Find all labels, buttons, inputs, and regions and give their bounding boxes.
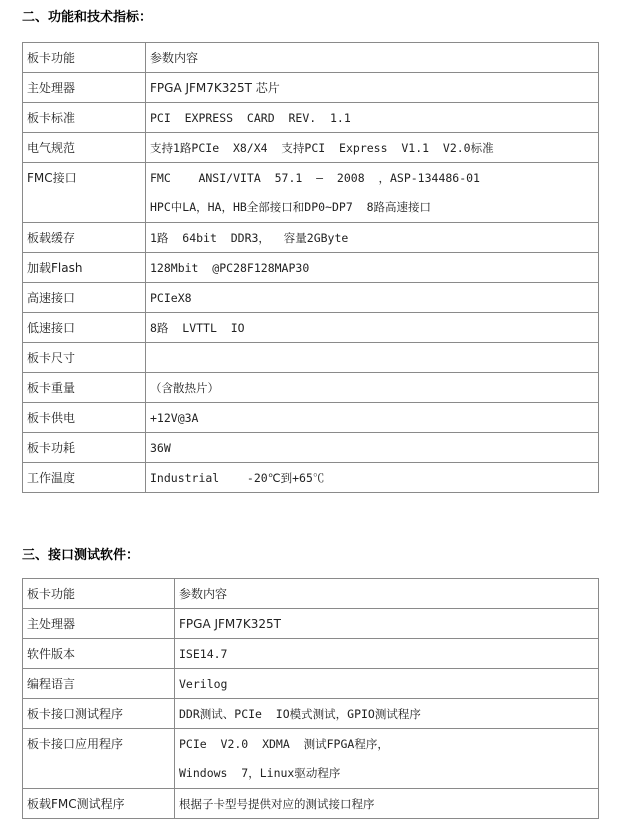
table-row: [23, 789, 599, 819]
row-value-line: +12V@3A: [150, 411, 199, 425]
table-row: [23, 253, 599, 283]
software-table-body: [23, 579, 599, 819]
row-label: 工作温度: [23, 463, 146, 493]
row-label: 主处理器: [23, 609, 175, 639]
row-value-line: 36W: [150, 441, 171, 455]
table-row: [23, 699, 599, 729]
table-row: [23, 133, 599, 163]
table-row: [23, 729, 599, 789]
row-value: [146, 343, 599, 373]
row-value-line: 参数内容: [150, 51, 199, 65]
row-value: [146, 283, 599, 313]
row-value: [146, 73, 599, 103]
table-row: [23, 403, 599, 433]
section-heading-specs: 二、功能和技术指标：: [22, 10, 153, 25]
table-row: [23, 433, 599, 463]
row-value-line: FMC ANSI/VITA 57.1 – 2008 ，ASP-134486-01: [150, 171, 480, 185]
row-value: [146, 253, 599, 283]
row-value-line: Windows 7，Linux驱动程序: [179, 766, 341, 780]
row-label: 板卡功能: [23, 579, 175, 609]
row-value-line: ISE14.7: [179, 647, 228, 661]
row-value-line: 128Mbit @PC28F128MAP30: [150, 261, 310, 275]
row-value-line: HPC中LA，HA，HB全部接口和DP0~DP7 8路高速接口: [150, 200, 432, 214]
table-row: [23, 283, 599, 313]
row-label: 板卡功能: [23, 43, 146, 73]
row-label: 软件版本: [23, 639, 175, 669]
row-value: [146, 163, 599, 223]
row-label: 板载缓存: [23, 223, 146, 253]
row-value-line: FPGA JFM7K325T 芯片: [150, 81, 280, 95]
row-value: [175, 729, 599, 789]
row-label: 主处理器: [23, 73, 146, 103]
row-label: 板卡接口应用程序: [23, 729, 175, 789]
table-row: [23, 163, 599, 223]
row-value: [146, 103, 599, 133]
row-value-line: Verilog: [179, 677, 228, 691]
row-label: 板卡尺寸: [23, 343, 146, 373]
row-label: 板卡接口测试程序: [23, 699, 175, 729]
row-value: [175, 639, 599, 669]
row-label: 低速接口: [23, 313, 146, 343]
row-label: 板卡标准: [23, 103, 146, 133]
row-value: [175, 699, 599, 729]
row-value-line: PCIeX8: [150, 291, 192, 305]
row-value-line: （含散热片）: [150, 381, 219, 395]
row-label: 高速接口: [23, 283, 146, 313]
specs-table-body: [23, 43, 599, 493]
row-value-line: DDR测试、PCIe IO模式测试，GPIO测试程序: [179, 707, 421, 721]
row-value: [146, 433, 599, 463]
row-value: [175, 669, 599, 699]
table-row: [23, 463, 599, 493]
row-label: 板载FMC测试程序: [23, 789, 175, 819]
row-value-line: 8路 LVTTL IO: [150, 321, 245, 335]
table-row: [23, 669, 599, 699]
row-value-line: 参数内容: [179, 587, 228, 601]
row-value: [146, 313, 599, 343]
row-value-line: 根据子卡型号提供对应的测试接口程序: [179, 797, 375, 811]
table-row: [23, 313, 599, 343]
row-label: 板卡重量: [23, 373, 146, 403]
row-value-line: Industrial -20℃到+65℃: [150, 471, 325, 485]
row-value: [146, 463, 599, 493]
table-row: [23, 343, 599, 373]
section-heading-software: 三、接口测试软件：: [22, 548, 140, 563]
row-value: [146, 373, 599, 403]
row-label: 电气规范: [23, 133, 146, 163]
table-row: [23, 609, 599, 639]
table-row: [23, 73, 599, 103]
row-value-line: PCIe V2.0 XDMA 测试FPGA程序，: [179, 737, 389, 751]
row-label: 板卡功耗: [23, 433, 146, 463]
table-row: [23, 223, 599, 253]
row-value: [175, 789, 599, 819]
row-value: [146, 133, 599, 163]
table-row: [23, 103, 599, 133]
row-value: [175, 609, 599, 639]
row-label: FMC接口: [23, 163, 146, 223]
row-value-line: PCI EXPRESS CARD REV. 1.1: [150, 111, 351, 125]
row-value: [146, 403, 599, 433]
table-row: [23, 639, 599, 669]
row-value: [175, 579, 599, 609]
table-row: [23, 373, 599, 403]
table-row: [23, 43, 599, 73]
row-label: 编程语言: [23, 669, 175, 699]
row-label: 加载Flash: [23, 253, 146, 283]
row-value-line: 1路 64bit DDR3， 容量2GByte: [150, 231, 349, 245]
table-row: [23, 579, 599, 609]
specs-table: [22, 42, 599, 493]
row-value: [146, 223, 599, 253]
software-table: [22, 578, 599, 819]
row-label: 板卡供电: [23, 403, 146, 433]
row-value: [146, 43, 599, 73]
row-value-line: FPGA JFM7K325T: [179, 617, 281, 631]
row-value-line: 支持1路PCIe X8/X4 支持PCI Express V1.1 V2.0标准: [150, 141, 494, 155]
